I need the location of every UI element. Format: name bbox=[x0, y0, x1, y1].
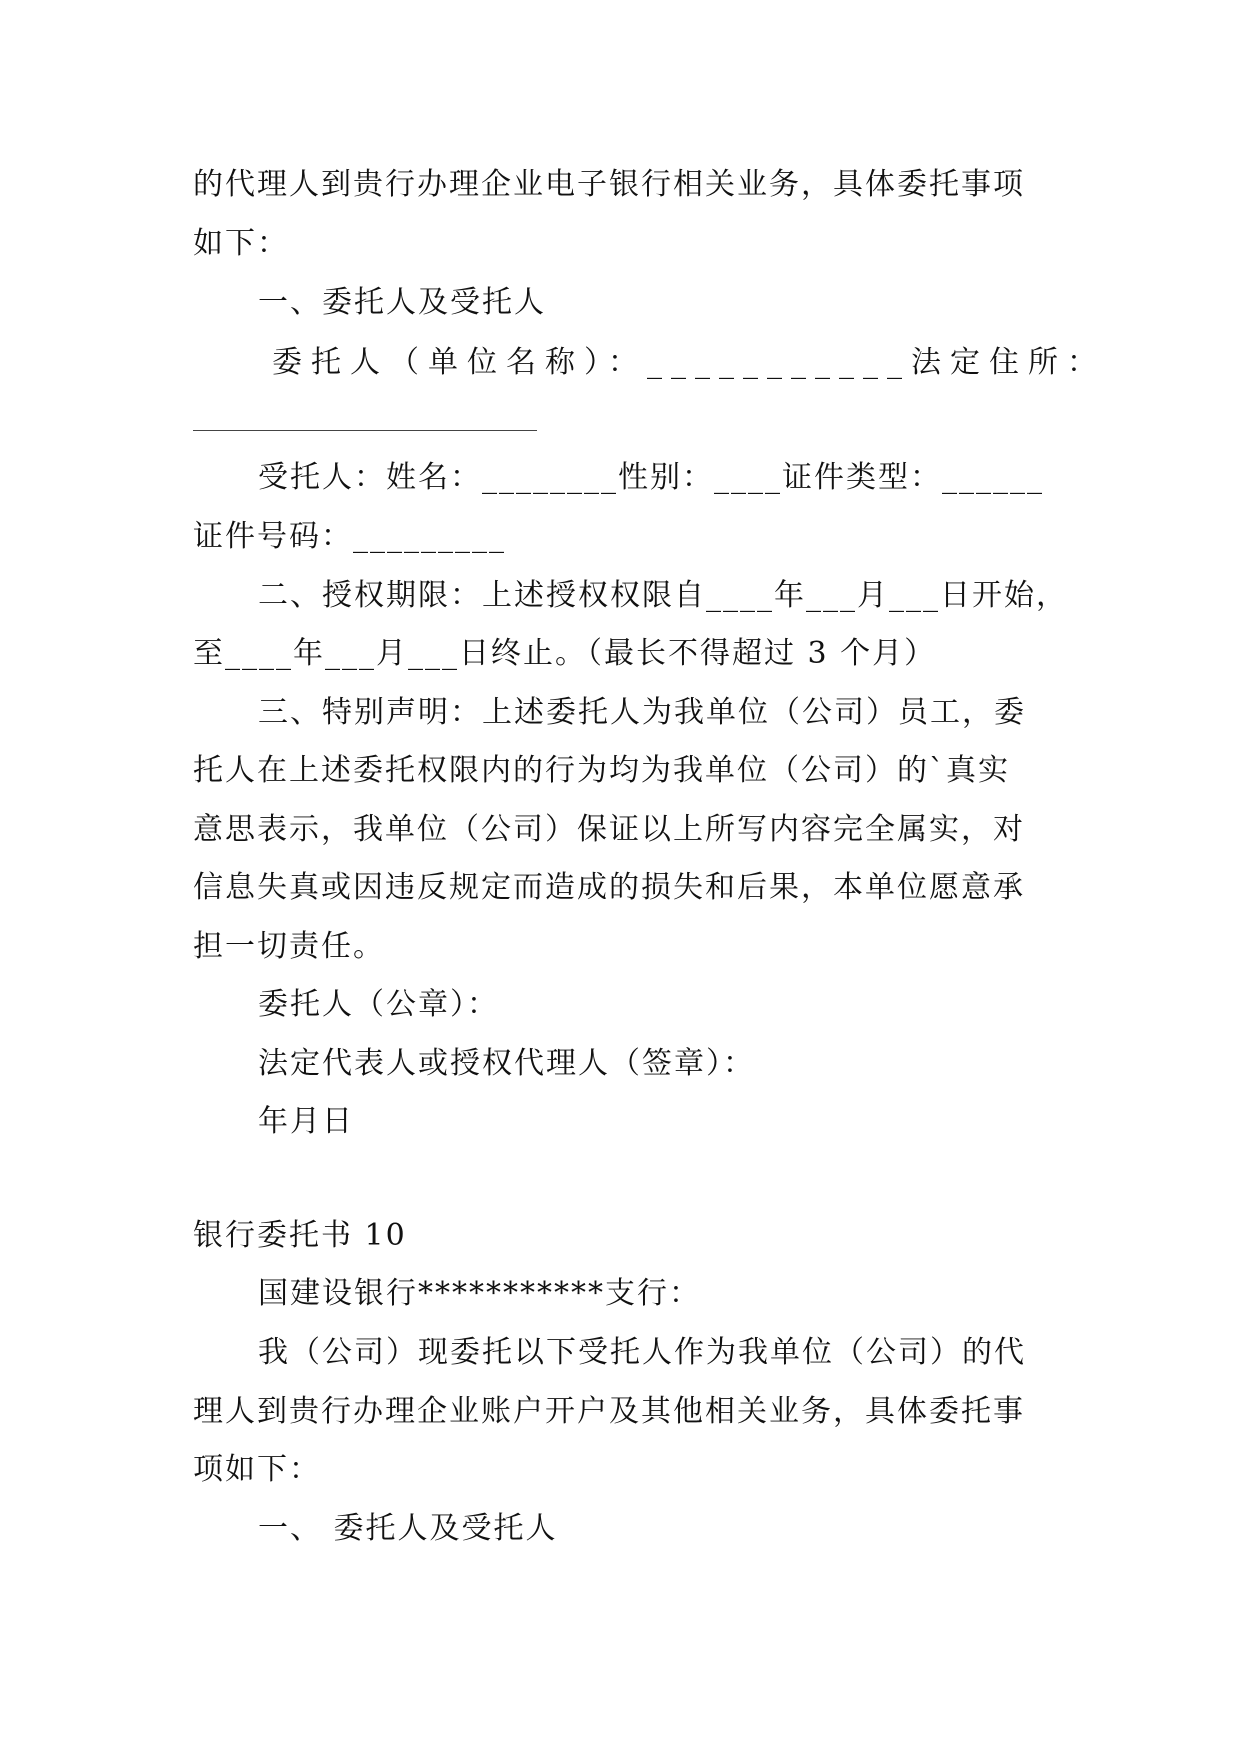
section-heading: 三、特别声明：上述委托人为我单位（公司）员工，委 bbox=[258, 695, 1026, 730]
address-blank-line bbox=[193, 430, 537, 431]
paragraph-line: 托人在上述委托权限内的行为均为我单位（公司）的`真实 bbox=[193, 753, 1010, 788]
section-heading: 一、 委托人及受托人 bbox=[258, 1511, 558, 1546]
paragraph-line: 担一切责任。 bbox=[193, 929, 385, 964]
section-heading: 一、委托人及受托人 bbox=[258, 285, 546, 320]
signature-line: 委托人（公章）： bbox=[258, 987, 499, 1022]
id-number-line: 证件号码：_________ bbox=[193, 519, 506, 554]
paragraph-line: 项如下： bbox=[193, 1452, 321, 1487]
paragraph-line: 理人到贵行办理企业账户开户及其他相关业务，具体委托事 bbox=[193, 1394, 1025, 1429]
paragraph-line: 的代理人到贵行办理企业电子银行相关业务，具体委托事项 bbox=[193, 167, 1025, 202]
addressee-line: 国建设银行***********支行： bbox=[258, 1276, 701, 1311]
paragraph-line: 信息失真或因违反规定而造成的损失和后果，本单位愿意承 bbox=[193, 870, 1025, 905]
date-line: 年月日 bbox=[258, 1104, 354, 1139]
agent-info-line: 受托人：姓名：________性别：____证件类型：______ bbox=[258, 460, 1044, 495]
section-heading: 二、授权期限：上述授权权限自____年___月___日开始， bbox=[258, 578, 1068, 613]
principal-name-line: 委托人（单位名称）：___________法定住所： bbox=[272, 345, 1106, 380]
signature-line: 法定代表人或授权代理人（签章）： bbox=[258, 1046, 755, 1081]
paragraph-line: 我（公司）现委托以下受托人作为我单位（公司）的代 bbox=[258, 1335, 1026, 1370]
paragraph-line: 如下： bbox=[193, 226, 289, 261]
document-title: 银行委托书 10 bbox=[193, 1218, 407, 1253]
paragraph-line: 意思表示，我单位（公司）保证以上所写内容完全属实，对 bbox=[193, 812, 1025, 847]
paragraph-line: 至____年___月___日终止。（最长不得超过 3 个月） bbox=[193, 636, 937, 671]
